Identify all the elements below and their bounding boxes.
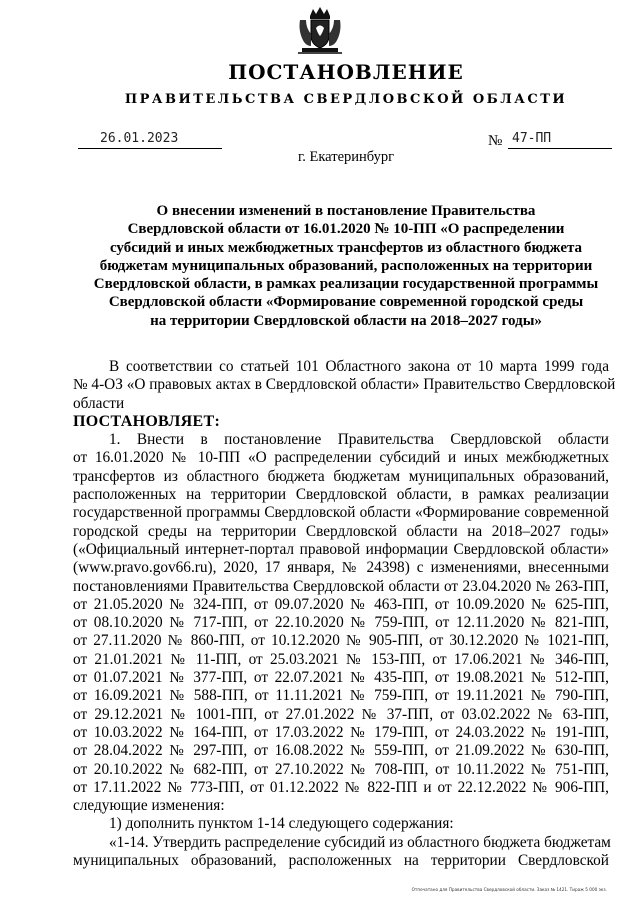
heading-line: субсидий и иных межбюджетных трансфертов из областного бюджета — [109, 239, 583, 256]
body-line: от 29.12.2021 № 1001-ПП, от 27.01.2022 № 37-ПП, от 03.02.2022 № 63-ПП, — [73, 705, 609, 723]
body-line: городской среды на территории Свердловской области на 2018–2027 годы» — [73, 522, 609, 540]
body-line: муниципальных образований, расположенных на территории Свердловской — [73, 852, 609, 870]
body-line: от 17.11.2022 № 773-ПП, от 01.12.2022 № 822-ПП и от 22.12.2022 № 906-ПП, — [73, 778, 609, 796]
document-heading — [88, 202, 604, 330]
body-line: от 08.10.2020 № 717-ПП, от 22.10.2020 № 759-ПП, от 12.11.2020 № 821-ПП, — [73, 614, 609, 632]
body-line: от 16.09.2021 № 588-ПП, от 11.11.2021 № 759-ПП, от 19.11.2021 № 790-ПП, — [73, 687, 609, 705]
body-line: трансфертов из областного бюджета бюджетам муниципальных образований, — [73, 467, 609, 485]
body-line: от 21.05.2020 № 324-ПП, от 09.07.2020 № 463-ПП, от 10.09.2020 № 625-ПП, — [73, 595, 609, 613]
body-line: расположенных на территории Свердловской области, в рамках реализации — [73, 486, 609, 504]
number-sign: № — [488, 133, 503, 149]
document-number: 47-ПП — [512, 131, 552, 146]
heading-line: бюджетам муниципальных образований, расположенных на территории — [99, 257, 593, 274]
body-line: от 01.07.2021 № 377-ПП, от 22.07.2021 № 435-ПП, от 19.08.2021 № 512-ПП, — [73, 669, 609, 687]
heading-line: Свердловской области, в рамках реализации государственной программы — [93, 276, 599, 293]
date-field — [78, 128, 222, 149]
body-line: от 10.03.2022 № 164-ПП, от 17.03.2022 № 179-ПП, от 24.03.2022 № 191-ПП, — [73, 723, 609, 741]
city: г. Екатеринбург — [297, 149, 395, 165]
body-line: 1) дополнить пунктом 1-14 следующего содержания: — [109, 815, 454, 833]
body-line: государственной программы Свердловской области «Формирование современной — [73, 504, 609, 522]
body-line: В соответствии со статьей 101 Областного закона от 10 марта 1999 года — [109, 358, 609, 375]
heading-line: Свердловской области от 16.01.2020 № 10-ПП «О распределении — [127, 221, 565, 238]
body-line: области — [73, 394, 125, 412]
heading-line: Свердловской области «Формирование современной городской среды — [108, 294, 584, 311]
body-line: 1. Внести в постановление Правительства Свердловской области — [109, 431, 609, 449]
body-line: от 20.10.2022 № 682-ПП, от 27.10.2022 № 708-ПП, от 10.11.2022 № 751-ПП, — [73, 760, 609, 778]
issuing-authority: ПРАВИТЕЛЬСТВА СВЕРДЛОВСКОЙ ОБЛАСТИ — [124, 92, 568, 107]
body-line: («Официальный интернет-портал правовой информации Свердловской области» — [73, 540, 609, 558]
body-line: от 16.01.2020 № 10-ПП «О распределении субсидий и иных межбюджетных — [73, 449, 609, 467]
document-date: 26.01.2023 — [100, 131, 179, 146]
body-line: следующие изменения: — [73, 797, 225, 815]
document-type-title: ПОСТАНОВЛЕНИЕ — [228, 60, 464, 84]
body-line: постановлениями Правительства Свердловской области от 23.04.2020 № 263-ПП, — [73, 577, 609, 595]
coat-of-arms-icon — [294, 6, 346, 56]
print-footer: Отпечатано для Правительства Свердловской области. Заказ № 1421. Тираж 5 000 экз. — [411, 887, 607, 892]
document-body — [73, 358, 616, 870]
body-line: от 27.11.2020 № 860-ПП, от 10.12.2020 № 905-ПП, от 30.12.2020 № 1021-ПП, — [73, 632, 609, 650]
body-line: от 28.04.2022 № 297-ПП, от 16.08.2022 № 559-ПП, от 21.09.2022 № 630-ПП, — [73, 742, 609, 760]
number-field — [508, 128, 612, 149]
body-line: (www.pravo.gov66.ru), 2020, 17 января, № 24398) с изменениями, внесенными — [73, 559, 609, 577]
heading-line: О внесении изменений в постановление Правительства — [156, 203, 536, 219]
body-line: от 21.01.2021 № 11-ПП, от 25.03.2021 № 153-ПП, от 17.06.2021 № 346-ПП, — [73, 650, 609, 668]
heading-line: на территории Свердловской области на 2018–2027 годы» — [150, 312, 542, 329]
body-line: «1-14. Утвердить распределение субсидий из областного бюджета бюджетам — [109, 833, 611, 851]
body-line: № 4-ОЗ «О правовых актах в Свердловской области» Правительство Свердловской — [73, 376, 616, 394]
resolves-heading: ПОСТАНОВЛЯЕТ: — [73, 412, 221, 430]
